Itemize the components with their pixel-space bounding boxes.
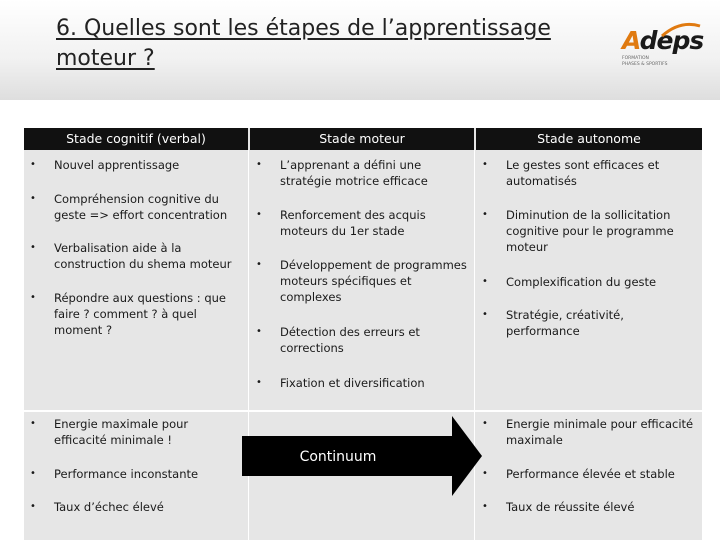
list-item: Nouvel apprentissage xyxy=(54,158,180,172)
list-item: Fixation et diversification xyxy=(280,376,425,390)
list-item: Répondre aux questions : que faire ? comment ? à quel moment ? xyxy=(54,291,227,337)
list-item: Taux d’échec élevé xyxy=(54,500,164,514)
continuum-label: Continuum xyxy=(299,449,377,465)
slide-title xyxy=(56,14,596,74)
title-line-1: 6. Quelles sont les étapes de l’apprentissage xyxy=(56,16,551,41)
list-item: Energie minimale pour efficacité maximale xyxy=(506,417,694,447)
logo-tagline-2: PHASES & SPORTIFS xyxy=(622,62,668,67)
list-item: Renforcement des acquis moteurs du 1er stade xyxy=(280,208,426,238)
list-item: Energie maximale pour efficacité minimale ! xyxy=(54,417,189,447)
logo-wordmark: Adeps xyxy=(622,26,704,55)
list-item: Compréhension cognitive du geste => effort concentration xyxy=(54,192,228,222)
title-banner xyxy=(0,0,720,100)
header-motor: Stade moteur xyxy=(250,128,474,150)
list-item: Détection des erreurs et corrections xyxy=(280,325,420,355)
list-item: Taux de réussite élevé xyxy=(506,500,635,514)
title-line-2: moteur ? xyxy=(56,46,155,71)
list-item: Développement de programmes moteurs spécifiques et complexes xyxy=(280,258,467,304)
header-cognitive: Stade cognitif (verbal) xyxy=(24,128,248,150)
stages-table: Stade cognitif (verbal) Stade moteur Stade autonome • Nouvel apprentissage • Compréhension cognitive du geste => effort concentration • Verbalisation aide à la construction du shema moteur • Répondre aux questions : que faire ? comment ? à quel moment ? • L’apprenant a défini une stratégie motrice efficace • Renforcement des acquis moteurs du 1er stade • Développement de programmes moteurs spécifiques et complexes • Détection des erreurs et corrections • Fixation et diversification • Le gestes sont efficaces et automatisés • Diminution de la sollicitation cognitive pour le programme moteur • Complexification du geste • Stratégie, créativité, performance • Energie maximale pour efficacité minimale ! • Performance inconstante • Taux d’échec élevé • Energie minimale pour efficacité maximale • Performance élevée et stable • Taux de réussite élevé xyxy=(24,128,702,540)
list-item: Performance élevée et stable xyxy=(506,467,675,481)
header-autonomous: Stade autonome xyxy=(476,128,702,150)
list-item: Diminution de la sollicitation cognitive pour le programme moteur xyxy=(506,208,674,254)
list-item: Verbalisation aide à la construction du shema moteur xyxy=(54,241,232,271)
list-item: L’apprenant a défini une stratégie motrice efficace xyxy=(280,158,428,188)
list-item: Complexification du geste xyxy=(506,275,657,289)
list-item: Performance inconstante xyxy=(54,467,199,481)
list-item: Stratégie, créativité, performance xyxy=(506,308,624,338)
logo-tagline-1: FORMATION xyxy=(622,56,649,61)
list-item: Le gestes sont efficaces et automatisés xyxy=(506,158,660,188)
adeps-logo xyxy=(622,26,710,74)
logo-swoosh-icon xyxy=(660,22,702,38)
